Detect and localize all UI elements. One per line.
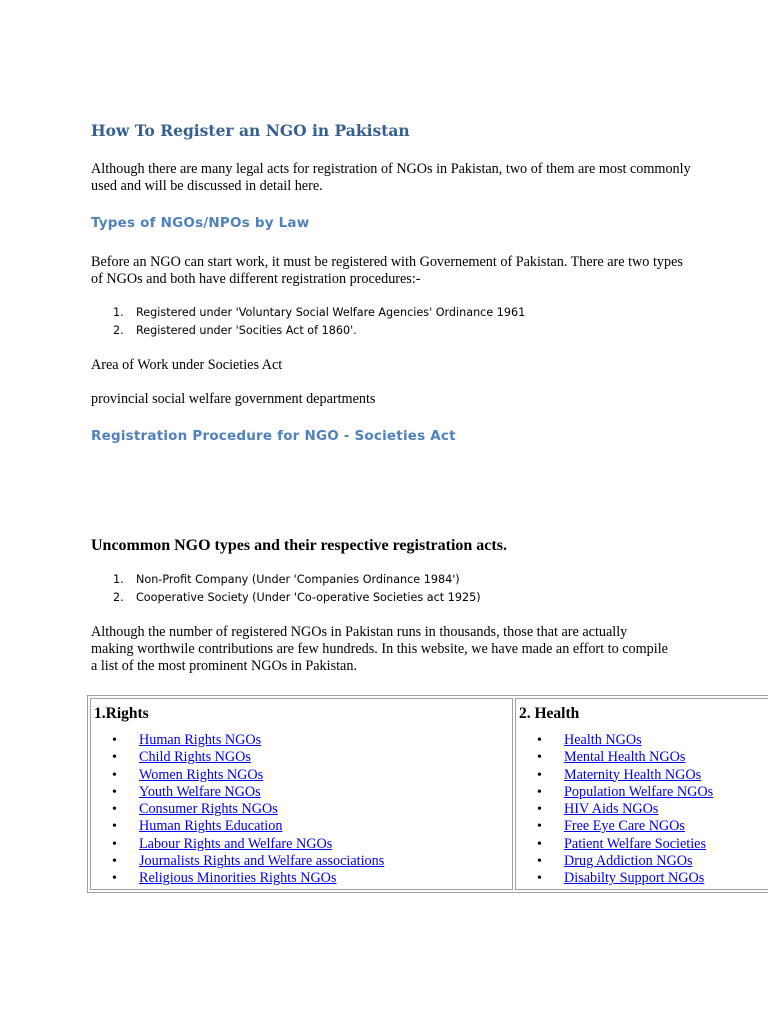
list-item <box>112 870 509 887</box>
link-drug-addiction-ngos[interactable]: Drug Addiction NGOs <box>564 853 693 870</box>
list-text: Cooperative Society (Under 'Co-operative Societies act 1925) <box>136 590 481 604</box>
health-column <box>515 698 768 890</box>
list-item <box>537 784 768 801</box>
list-text: Registered under 'Voluntary Social Welfare Agencies' Ordinance 1961 <box>136 306 526 319</box>
link-women-rights-ngos[interactable]: Women Rights NGOs <box>139 766 264 783</box>
list-item <box>112 732 509 749</box>
list-item <box>537 767 768 784</box>
link-labour-rights-ngos[interactable]: Labour Rights and Welfare NGOs <box>139 835 333 852</box>
list-item <box>537 732 768 749</box>
intro-paragraph: Although there are many legal acts for registration of NGOs in Pakistan, two of them are most commonly used and will be discussed in detail here. <box>91 161 691 194</box>
table-row <box>90 698 768 890</box>
list-text: Non-Profit Company (Under 'Companies Ordinance 1984') <box>136 573 460 586</box>
link-youth-welfare-ngos[interactable]: Youth Welfare NGOs <box>139 783 261 800</box>
link-free-eye-care-ngos[interactable]: Free Eye Care NGOs <box>564 818 685 835</box>
list-item <box>537 749 768 766</box>
uncommon-list <box>91 571 481 606</box>
link-human-rights-ngos[interactable]: Human Rights NGOs <box>139 732 262 748</box>
link-hiv-aids-ngos[interactable]: HIV Aids NGOs <box>564 801 659 818</box>
list-item <box>537 801 768 818</box>
link-religious-minorities-rights[interactable]: Religious Minorities Rights NGOs <box>139 870 337 887</box>
procedure-heading: Registration Procedure for NGO - Societies Act <box>91 428 456 444</box>
health-link-list <box>519 732 768 888</box>
list-number: 2. <box>113 590 124 604</box>
list-number: 1. <box>113 306 124 319</box>
list-item <box>91 304 525 322</box>
uncommon-heading: Uncommon NGO types and their respective registration acts. <box>91 537 507 554</box>
link-child-rights-ngos[interactable]: Child Rights NGOs <box>139 749 251 766</box>
link-mental-health-ngos[interactable]: Mental Health NGOs <box>564 749 686 766</box>
list-item <box>537 836 768 853</box>
rights-link-list <box>94 732 509 888</box>
provincial-text: provincial social welfare government departments <box>91 391 376 407</box>
list-item <box>112 749 509 766</box>
list-item <box>112 853 509 870</box>
rights-column <box>90 698 513 890</box>
link-disability-support-ngos[interactable]: Disabilty Support NGOs <box>564 870 705 887</box>
rights-heading: 1.Rights <box>94 705 149 722</box>
list-item <box>537 853 768 870</box>
link-patient-welfare-societies[interactable]: Patient Welfare Societies <box>564 835 706 852</box>
list-item <box>91 322 525 340</box>
list-item <box>112 767 509 784</box>
list-number: 2. <box>113 323 124 337</box>
link-journalists-rights[interactable]: Journalists Rights and Welfare associations <box>139 853 385 870</box>
closing-paragraph: Although the number of registered NGOs in Pakistan runs in thousands, those that are actually making worthwile contributions are few hundreds. In this website, we have made an effort to compile a list of the most prominent NGOs in Pakistan. <box>91 624 668 674</box>
list-item <box>91 571 481 589</box>
list-item <box>537 870 768 887</box>
list-item <box>112 784 509 801</box>
link-population-welfare-ngos[interactable]: Population Welfare NGOs <box>564 783 714 800</box>
health-heading: 2. Health <box>519 705 580 722</box>
list-text: Registered under 'Socities Act of 1860'. <box>136 323 357 337</box>
list-number: 1. <box>113 573 124 586</box>
list-item <box>112 801 509 818</box>
link-consumer-rights-ngos[interactable]: Consumer Rights NGOs <box>139 801 278 818</box>
area-of-work-text: Area of Work under Societies Act <box>91 357 283 373</box>
list-item <box>91 589 481 607</box>
list-item <box>537 818 768 835</box>
link-maternity-health-ngos[interactable]: Maternity Health NGOs <box>564 766 702 783</box>
link-health-ngos[interactable]: Health NGOs <box>564 732 642 748</box>
types-list <box>91 304 525 339</box>
link-human-rights-education[interactable]: Human Rights Education <box>139 818 283 835</box>
types-paragraph: Before an NGO can start work, it must be registered with Governement of Pakistan. There are two types of NGOs and both have different registration procedures:- <box>91 254 683 287</box>
page-title: How To Register an NGO in Pakistan <box>91 121 410 140</box>
list-item <box>112 836 509 853</box>
list-item <box>112 818 509 835</box>
ngo-categories-table <box>87 695 768 893</box>
types-heading: Types of NGOs/NPOs by Law <box>91 215 310 231</box>
